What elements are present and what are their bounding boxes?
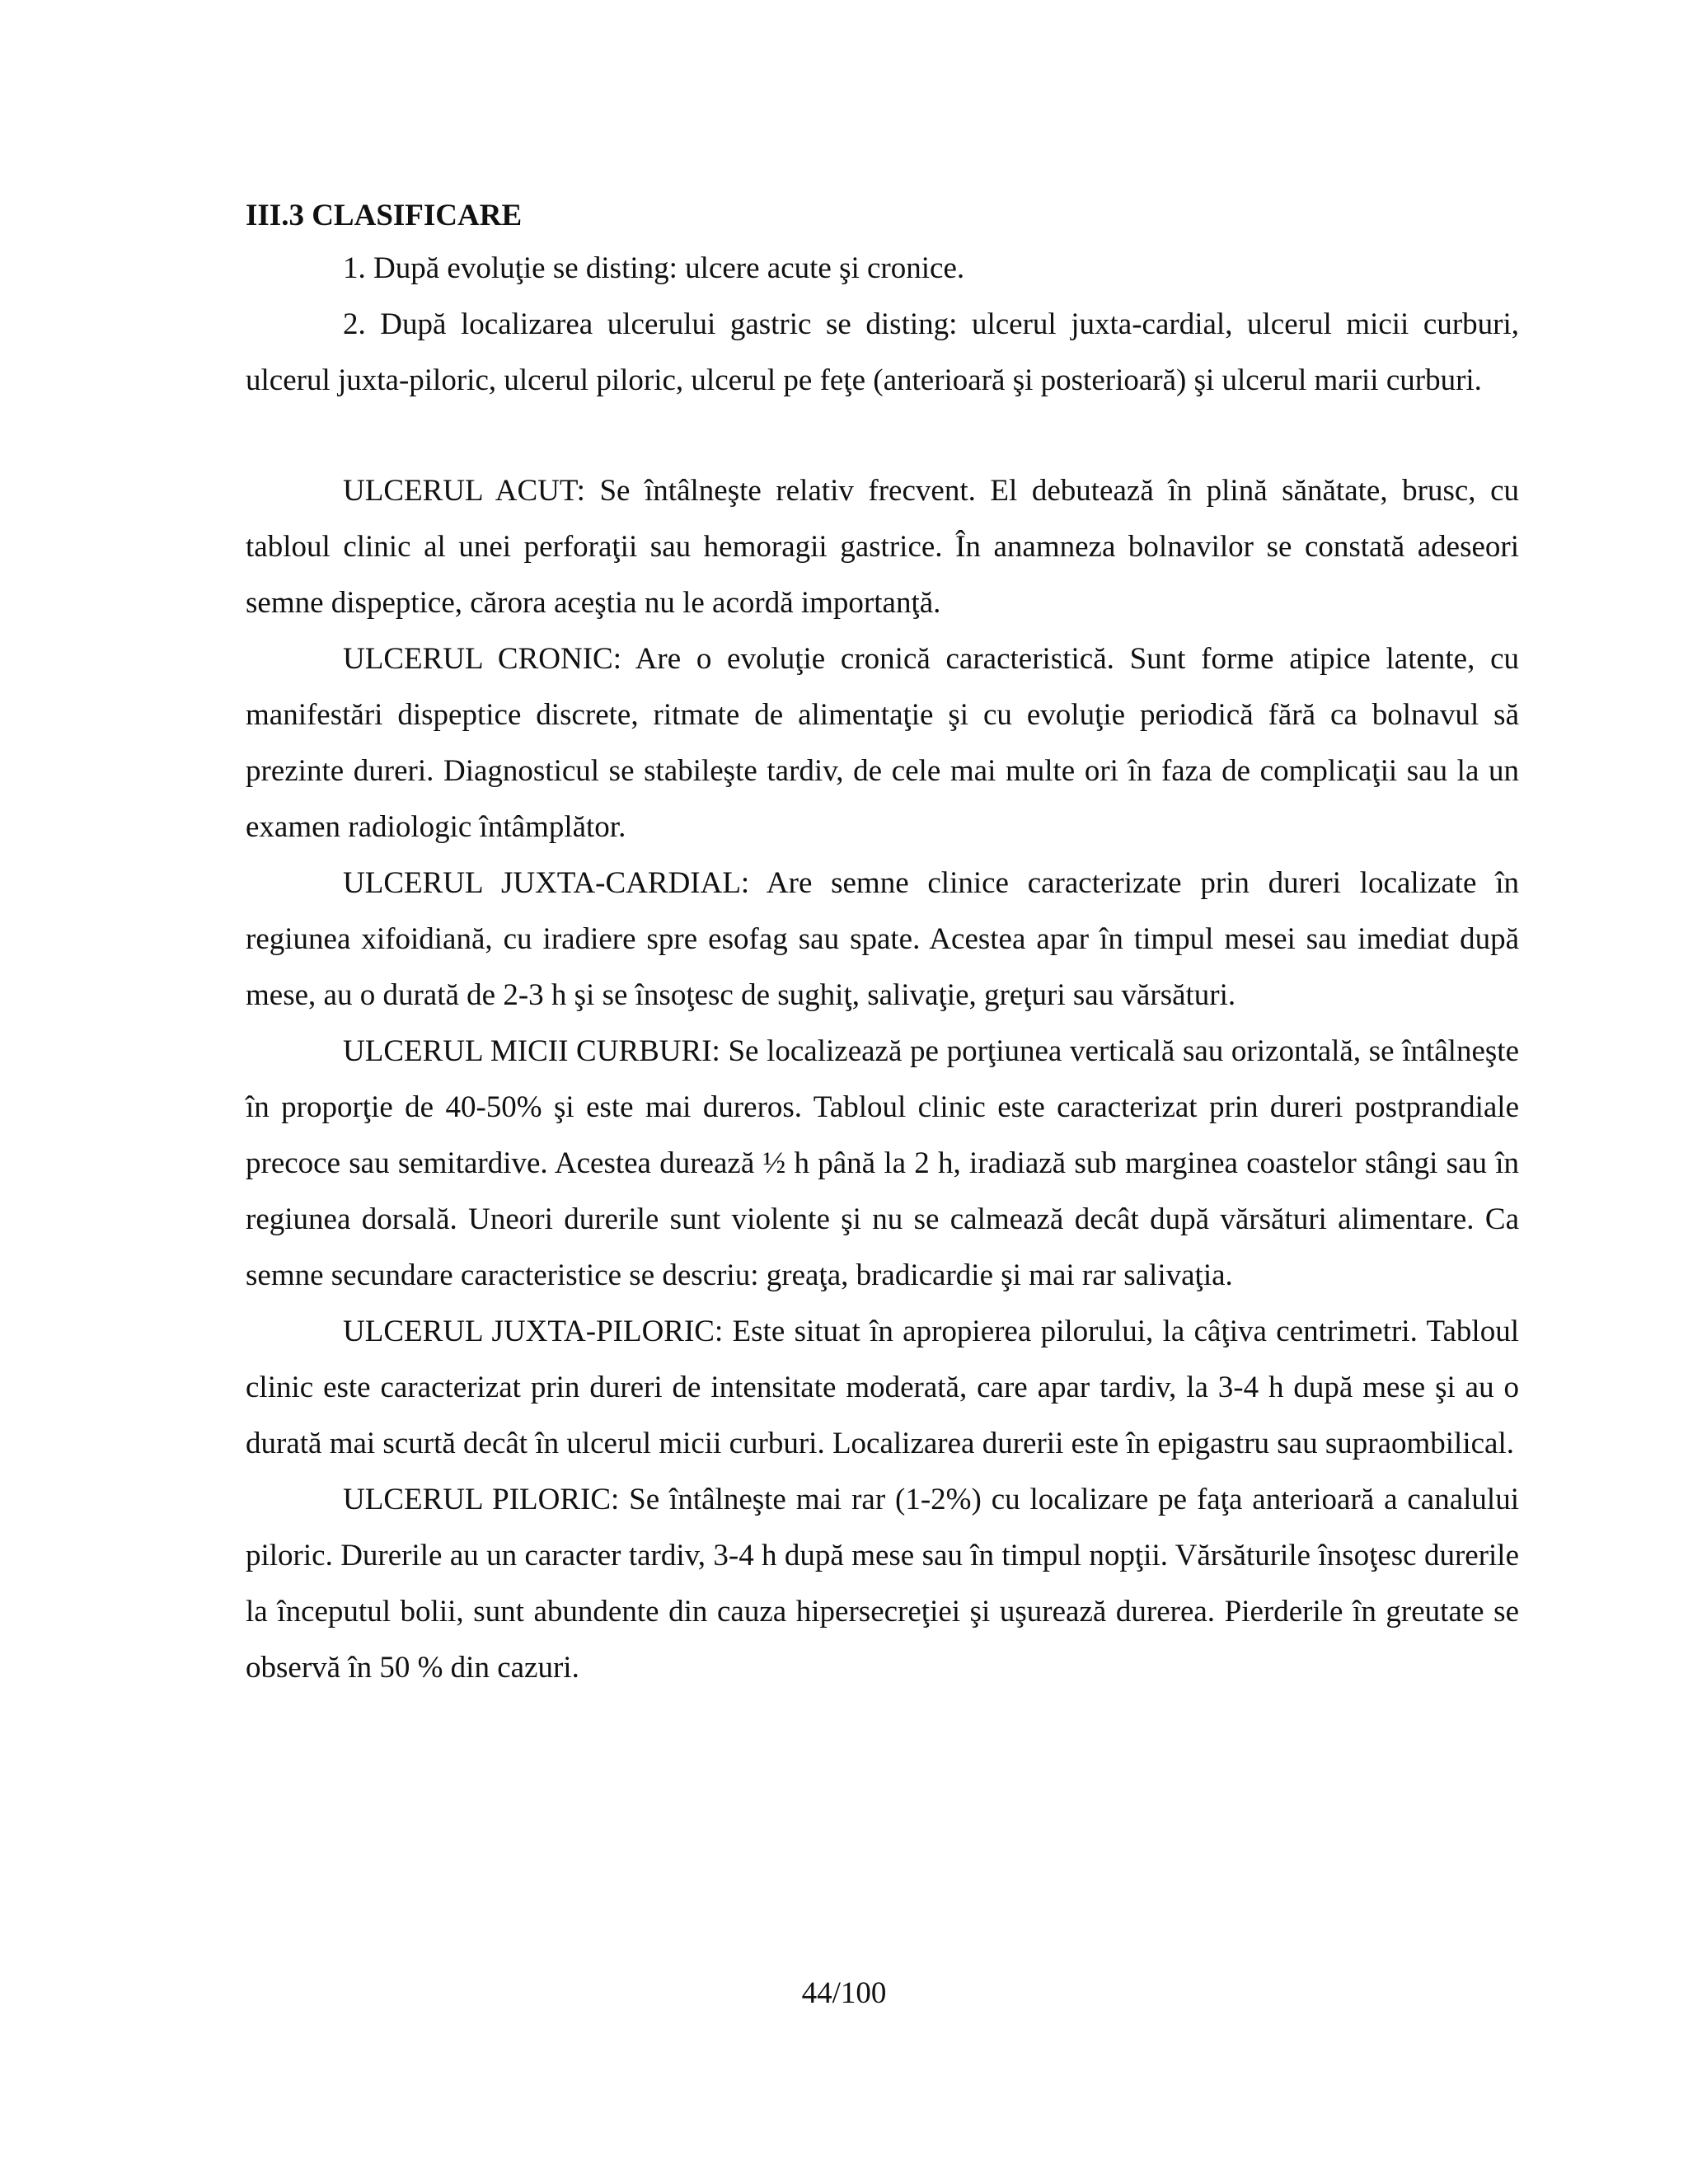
paragraph-evolution: 1. După evoluţie se disting: ulcere acute şi cronice.: [343, 251, 965, 285]
paragraph-ulcer-juxta-pyloric: ULCERUL JUXTA-PILORIC: Este situat în apropierea pilorului, la câţiva centrimetri. Tabloul clinic este caracterizat prin dureri de intensitate moderată, care apar tardiv, la 3-4 h după mese şi au o durată mai scurtă decât în ulcerul micii curburi. Localizarea durerii este în epigastru sau supraombilical.: [246, 1315, 1519, 1460]
page-content: [246, 191, 1519, 1696]
page-number: 44/100: [801, 1976, 887, 2010]
section-heading: III.3 CLASIFICARE: [246, 199, 523, 232]
paragraph-ulcer-chronic: ULCERUL CRONIC: Are o evoluţie cronică caracteristică. Sunt forme atipice latente, cu manifestări dispeptice discrete, ritmate de alimentaţie şi cu evoluţie periodică fără ca bolnavul să prezinte dureri. Diagnosticul se stabileşte tardiv, de cele mai multe ori în faza de complicaţii sau la un examen radiologic întâmplător.: [246, 642, 1519, 844]
paragraph-localization: 2. După localizarea ulcerului gastric se disting: ulcerul juxta-cardial, ulcerul micii curburi, ulcerul juxta-piloric, ulcerul piloric, ulcerul pe feţe (anterioară şi posterioară) şi ulcerul marii curburi.: [246, 307, 1519, 397]
paragraph-ulcer-pyloric: ULCERUL PILORIC: Se întâlneşte mai rar (1-2%) cu localizare pe faţa anterioară a canalului piloric. Durerile au un caracter tardiv, 3-4 h după mese sau în timpul nopţii. Vărsăturile însoţesc durerile la începutul bolii, sunt abundente din cauza hipersecreţiei şi uşurează durerea. Pierderile în greutate se observă în 50 % din cazuri.: [246, 1483, 1519, 1685]
paragraph-ulcer-juxta-cardial: ULCERUL JUXTA-CARDIAL: Are semne clinice caracterizate prin dureri localizate în regiunea xifoidiană, cu iradiere spre esofag sau spate. Acestea apar în timpul mesei sau imediat după mese, au o durată de 2-3 h şi se însoţesc de sughiţ, salivaţie, greţuri sau vărsături.: [246, 866, 1519, 1012]
paragraph-ulcer-acute: ULCERUL ACUT: Se întâlneşte relativ frecvent. El debutează în plină sănătate, brusc, cu tabloul clinic al unei perforaţii sau hemoragii gastrice. În anamneza bolnavilor se constată adeseori semne dispeptice, cărora aceştia nu le acordă importanţă.: [246, 474, 1519, 620]
paragraph-ulcer-lesser-curvature: ULCERUL MICII CURBURI: Se localizează pe porţiunea verticală sau orizontală, se întâlneşte în proporţie de 40-50% şi este mai dureros. Tabloul clinic este caracterizat prin dureri postprandiale precoce sau semitardive. Acestea durează ½ h până la 2 h, iradiază sub marginea coastelor stângi sau în regiunea dorsală. Uneori durerile sunt violente şi nu se calmează decât după vărsături alimentare. Ca semne secundare caracteristice se descriu: greaţa, bradicardie şi mai rar salivaţia.: [246, 1034, 1519, 1292]
